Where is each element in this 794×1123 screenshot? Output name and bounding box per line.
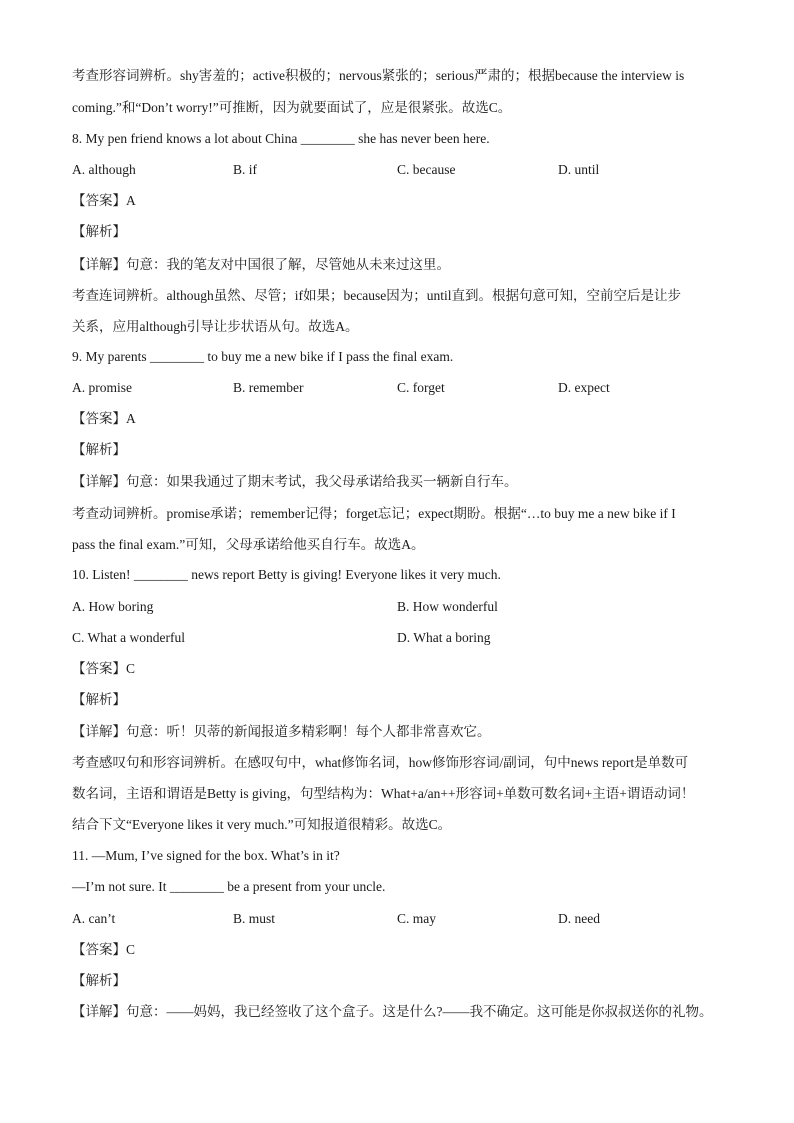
option-c: C. because: [397, 162, 456, 177]
text-line: 考查感叹句和形容词辨析。在感叹句中，what修饰名词，how修饰形容词/副词，句中news report是单数可: [72, 755, 689, 770]
text-line: 结合下文“Everyone likes it very much.”可知报道很精彩。故选C。: [72, 817, 452, 832]
text-line: 考查连词辨析。although虽然、尽管；if如果；because因为；until直到。根据句意可知，空前空后是让步: [72, 288, 681, 303]
detail-line: 【详解】句意：听！贝蒂的新闻报道多精彩啊！每个人都非常喜欢它。: [72, 724, 491, 739]
option-a: A. although: [72, 162, 136, 177]
option-b: B. How wonderful: [397, 599, 498, 614]
option-a: A. promise: [72, 380, 132, 395]
analysis-heading: 【解析】: [72, 692, 126, 707]
option-d: D. need: [558, 911, 600, 926]
option-d: D. What a boring: [397, 630, 491, 645]
option-c: C. forget: [397, 380, 445, 395]
question-10: 10. Listen! ________ news report Betty is giving! Everyone likes it very much.: [72, 567, 501, 582]
option-d: D. until: [558, 162, 600, 177]
question-8: 8. My pen friend knows a lot about China ________ she has never been here.: [72, 131, 490, 146]
question-11: 11. —Mum, I’ve signed for the box. What’s in it?: [72, 848, 340, 863]
question-11-response: —I’m not sure. It ________ be a present from your uncle.: [72, 879, 386, 894]
text-line: coming.”和“Don’t worry!”可推断，因为就要面试了，应是很紧张。故选C。: [72, 100, 512, 115]
detail-line: 【详解】句意：我的笔友对中国很了解，尽管她从未来过这里。: [72, 257, 450, 272]
text-line: 考查形容词辨析。shy害羞的；active积极的；nervous紧张的；serious严肃的；根据because the interview is: [72, 68, 685, 83]
answer-line: 【答案】C: [72, 661, 136, 676]
answer-line: 【答案】A: [72, 411, 136, 426]
analysis-heading: 【解析】: [72, 973, 126, 988]
option-b: B. must: [233, 911, 276, 926]
text-line: 考查动词辨析。promise承诺；remember记得；forget忘记；expect期盼。根据“…to buy me a new bike if I: [72, 506, 676, 521]
answer-line: 【答案】C: [72, 942, 136, 957]
option-b: B. if: [233, 162, 258, 177]
option-a: A. How boring: [72, 599, 154, 614]
option-a: A. can’t: [72, 911, 116, 926]
detail-line: 【详解】句意：——妈妈，我已经签收了这个盒子。这是什么?——我不确定。这可能是你叔叔送你的礼物。: [72, 1004, 713, 1019]
answer-line: 【答案】A: [72, 193, 136, 208]
option-d: D. expect: [558, 380, 610, 395]
option-c: C. What a wonderful: [72, 630, 185, 645]
option-c: C. may: [397, 911, 436, 926]
analysis-heading: 【解析】: [72, 442, 126, 457]
text-line: 数名词，主语和谓语是Betty is giving，句型结构为：What+a/an++形容词+单数可数名词+主语+谓语动词！: [72, 786, 695, 801]
option-b: B. remember: [233, 380, 304, 395]
analysis-heading: 【解析】: [72, 224, 126, 239]
question-9: 9. My parents ________ to buy me a new bike if I pass the final exam.: [72, 349, 454, 364]
text-line: 关系，应用although引导让步状语从句。故选A。: [72, 319, 359, 334]
text-line: pass the final exam.”可知，父母承诺给他买自行车。故选A。: [72, 537, 425, 552]
detail-line: 【详解】句意：如果我通过了期末考试，我父母承诺给我买一辆新自行车。: [72, 474, 518, 489]
